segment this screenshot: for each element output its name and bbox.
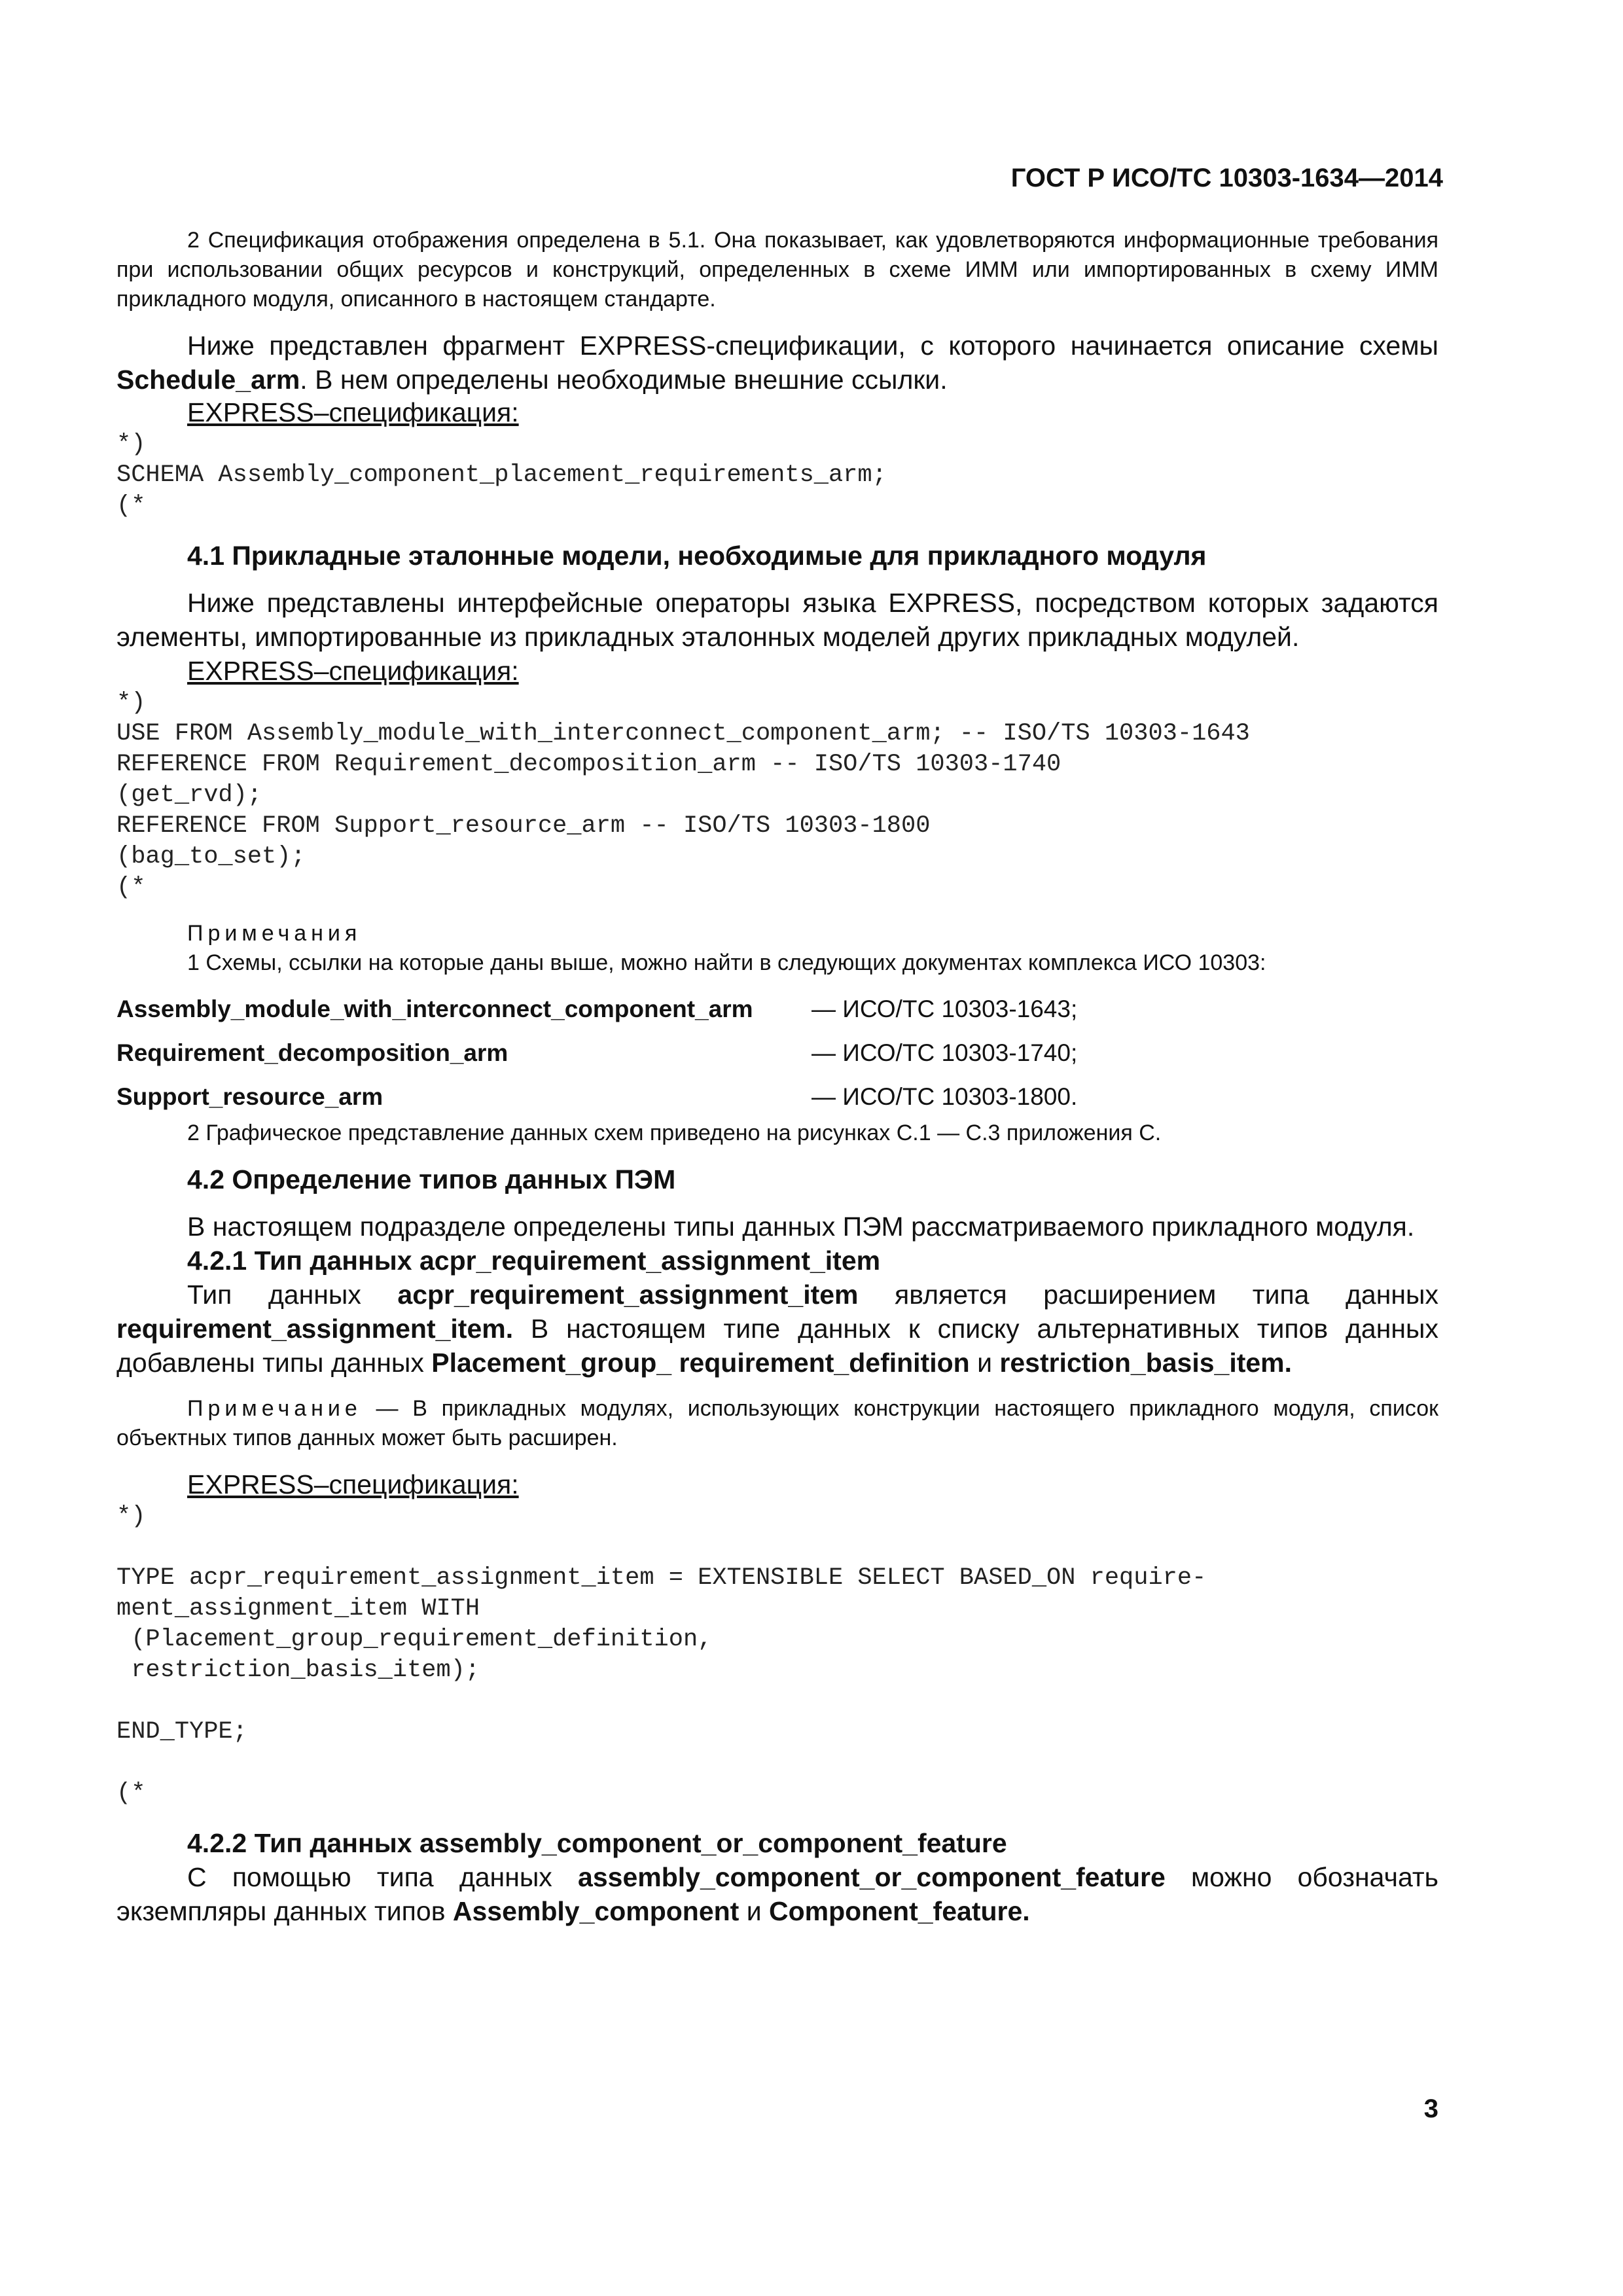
reference-document: — ИСО/ТС 10303-1740; [812,1039,1078,1066]
paragraph-assembly-type [116,1860,1438,1928]
paragraph-pem-types: В настоящем подразделе определены типы данных ПЭМ рассматриваемого прикладного модуля. [187,1211,1415,1242]
text-run: Ниже представлен фрагмент EXPRESS-спецификации, с которого начинается описание схемы [187,331,1438,361]
reference-schema-name: Requirement_decomposition_arm [116,1039,508,1066]
note-text: — В прикладных модулях, использующих конструкции настоящего прикладного модуля, список объектных типов данных может быть расширен. [116,1396,1438,1450]
note-1: 1 Схемы, ссылки на которые даны выше, можно найти в следующих документах комплекса ИСО 10303: [187,950,1266,975]
express-label-text: EXPRESS–спецификация: [187,1469,519,1499]
express-code-interfaces: *) USE FROM Assembly_module_with_interconnect_component_arm; -- ISO/TS 10303-1643 REFERENCE FROM Requirement_decomposition_arm -- ISO/TS 10303-1740 (get_rvd); REFERENCE FROM Support_resource_arm -- ISO/TS 10303-1800 (bag_to_set); (* [116,689,1250,901]
section-heading-4-1: 4.1 Прикладные эталонные модели, необходимые для прикладного модуля [187,541,1207,571]
page-number: 3 [1423,2094,1438,2123]
reference-document: — ИСО/ТС 10303-1643; [812,996,1078,1022]
express-code-type: *) TYPE acpr_requirement_assignment_item = EXTENSIBLE SELECT BASED_ON require- ment_assignment_item WITH (Placement_group_requirement_definition, restriction_basis_item); END_TYPE; (* [116,1503,1207,1807]
section-heading-4-2-2: 4.2.2 Тип данных assembly_component_or_component_feature [187,1828,1007,1858]
text-run: можно обозначать экземпляры данных типов [116,1862,1438,1926]
section-heading-4-2-1: 4.2.1 Тип данных acpr_requirement_assignment_item [187,1246,881,1276]
note-2: 2 Графическое представление данных схем приведено на рисунках С.1 — С.3 приложения С. [187,1121,1162,1145]
express-label [116,1467,1438,1501]
reference-row [116,987,1438,1031]
notes-title: Примечания [187,921,362,946]
express-label [116,654,1438,688]
type-name: requirement_assignment_item. [116,1314,514,1344]
express-label-text: EXPRESS–спецификация: [187,397,519,427]
document-header: ГОСТ Р ИСО/ТС 10303-1634—2014 [1010,164,1443,192]
text-run: Тип данных [187,1280,398,1310]
text-run: В настоящем типе данных к списку альтернативных типов данных добавлены типы данных [116,1314,1438,1378]
schema-name: Schedule_arm [116,365,300,395]
text-run: и [739,1896,770,1926]
express-label-text: EXPRESS–спецификация: [187,656,519,686]
intro-note: 2 Спецификация отображения определена в 5.1. Она показывает, как удовлетворяются информационные требования при использовании общих ресурсов и конструкций, определенных в схеме ИММ или импортированных в схему ИММ прикладного модуля, описанного в настоящем стандарте. [116,228,1438,312]
note-label: Примечание [187,1396,362,1421]
reference-schema-name: Support_resource_arm [116,1083,383,1110]
reference-list [116,987,1438,1119]
type-name: Component_feature. [769,1896,1030,1926]
express-code-schema: *) SCHEMA Assembly_component_placement_requirements_arm; (* [116,431,887,520]
text-run: С помощью типа данных [187,1862,579,1892]
text-run: является расширением типа данных [858,1280,1438,1310]
type-name: Placement_group_ requirement_definition [431,1348,970,1378]
text-run: . В нем определены необходимые внешние ссылки. [300,365,948,395]
reference-schema-name: Assembly_module_with_interconnect_component_arm [116,996,753,1022]
text-run: и [969,1348,1000,1378]
type-name: acpr_requirement_assignment_item [397,1280,859,1310]
reference-row [116,1075,1438,1119]
reference-row [116,1031,1438,1075]
type-name: assembly_component_or_component_feature [578,1862,1166,1892]
section-heading-4-2: 4.2 Определение типов данных ПЭМ [187,1164,676,1194]
type-name: restriction_basis_item. [999,1348,1293,1378]
type-name: Assembly_component [452,1896,740,1926]
paragraph-acpr-type [116,1278,1438,1380]
note-extensible [116,1394,1438,1453]
paragraph-interfaces: Ниже представлены интерфейсные операторы языка EXPRESS, посредством которых задаются элементы, импортированные из прикладных эталонных моделей других прикладных модулей. [116,588,1438,652]
reference-document: — ИСО/ТС 10303-1800. [812,1083,1078,1110]
page-content [116,226,1438,1928]
express-label [116,395,1438,429]
intro-paragraph [116,329,1438,397]
